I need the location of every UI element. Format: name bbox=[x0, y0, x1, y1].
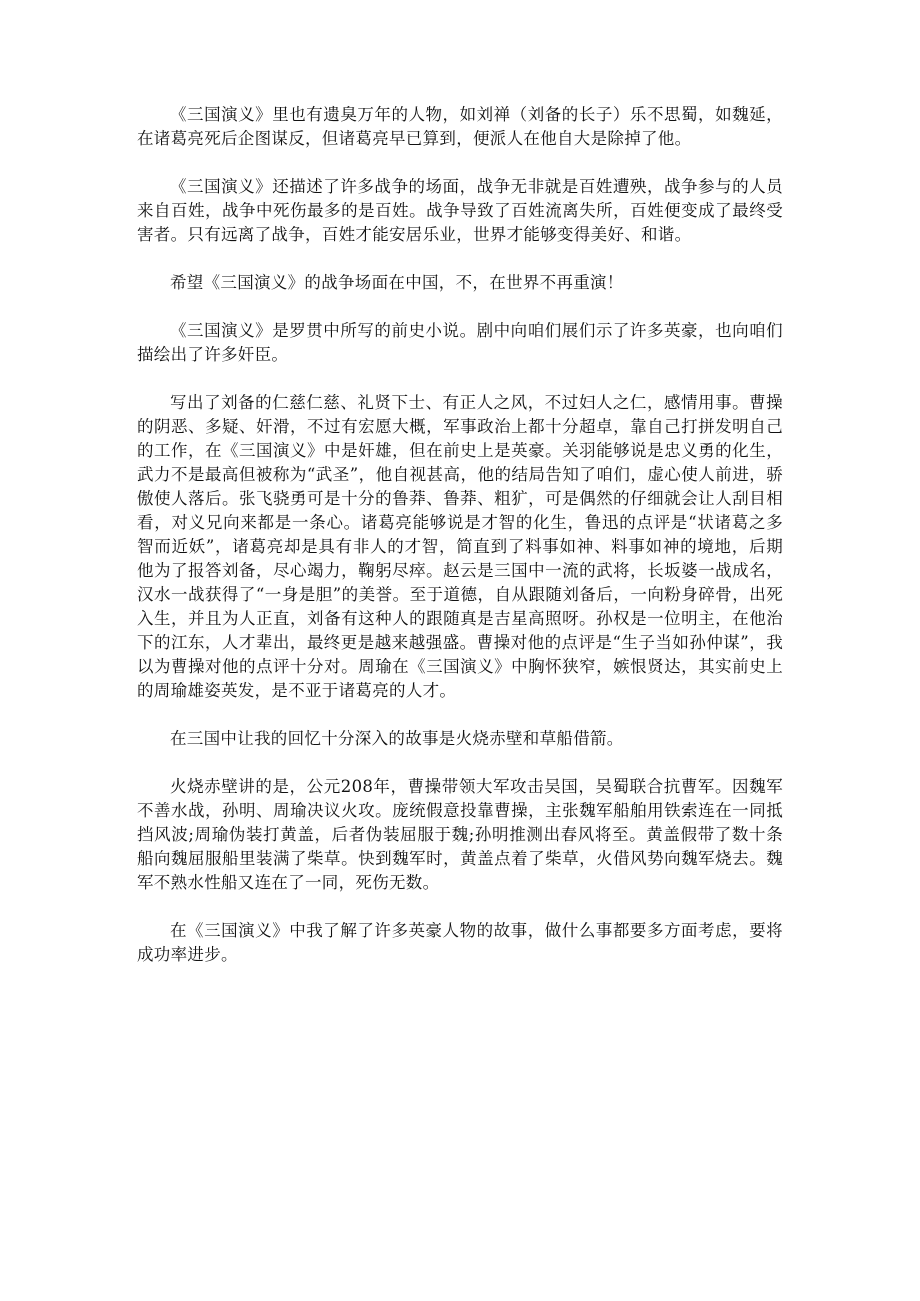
paragraph-red-cliffs: 火烧赤壁讲的是，公元208年，曹操带领大军攻击吴国，吴蜀联合抗曹军。因魏军不善水战，孙明、周瑜决议火攻。庞统假意投靠曹操，主张魏军船舶用铁索连在一同抵挡风波;周瑜伪装打黄盖，后者伪装屈服于魏;孙明推测出春风将至。黄盖假带了数十条船向魏屈服船里装满了柴草。快到魏军时，黄盖点着了柴草，火借风势向魏军烧去。魏军不熟水性船又连在了一同，死伤无数。 bbox=[137, 777, 783, 892]
document-page bbox=[137, 103, 783, 991]
paragraph-memorable-stories: 在三国中让我的回忆十分深入的故事是火烧赤壁和草船借箭。 bbox=[170, 729, 624, 748]
paragraph-characters: 写出了刘备的仁慈仁慈、礼贤下士、有正人之风，不过妇人之仁，感情用事。曹操的阴恶、多疑、奸滑，不过有宏愿大概，军事政治上都十分超卓，靠自己打拼发明自己的工作，在《三国演义》中是奸雄，但在前史上是英豪。关羽能够说是忠义勇的化生，武力不是最高但被称为“武圣”，他自视甚高，他的结局告知了咱们，虚心使人前进，骄傲使人落后。张飞骁勇可是十分的鲁莽、鲁莽、粗犷，可是偶然的仔细就会让人刮目相看，对义兄向来都是一条心。诸葛亮能够说是才智的化生，鲁迅的点评是“状诸葛之多智而近妖”，诸葛亮却是具有非人的才智，简直到了料事如神、料事如神的境地，后期他为了报答刘备，尽心竭力，鞠躬尽瘁。赵云是三国中一流的武将，长坂婆一战成名，汉水一战获得了“一身是胆”的美誉。至于道德，自从跟随刘备后，一向粉身碎骨，出死入生，并且为人正直，刘备有这种人的跟随真是吉星高照呀。孙权是一位明主，在他治下的江东，人才辈出，最终更是越来越强盛。曹操对他的点评是“生子当如孙仲谋”，我以为曹操对他的点评十分对。周瑜在《三国演义》中胸怀狭窄，嫉恨贤达，其实前史上的周瑜雄姿英发，是不亚于诸葛亮的人才。 bbox=[137, 393, 783, 700]
paragraph-hope-peace: 希望《三国演义》的战争场面在中国，不，在世界不再重演！ bbox=[170, 273, 624, 292]
paragraph-conclusion: 在《三国演义》中我了解了许多英豪人物的故事，做什么事都要多方面考虑，要将成功率进步。 bbox=[137, 921, 783, 964]
paragraph-war-scenes: 《三国演义》还描述了许多战争的场面，战争无非就是百姓遭殃，战争参与的人员来自百姓，战争中死伤最多的是百姓。战争导致了百姓流离失所，百姓便变成了最终受害者。只有远离了战争，百姓才能安居乐业，世界才能够变得美好、和谐。 bbox=[137, 177, 783, 244]
paragraph-novel-intro: 《三国演义》是罗贯中所写的前史小说。剧中向咱们展们示了许多英豪，也向咱们描绘出了许多奸臣。 bbox=[137, 321, 783, 364]
paragraph-villains: 《三国演义》里也有遗臭万年的人物，如刘禅（刘备的长子）乐不思蜀，如魏延，在诸葛亮死后企图谋反，但诸葛亮早已算到，便派人在他自大是除掉了他。 bbox=[137, 105, 783, 148]
